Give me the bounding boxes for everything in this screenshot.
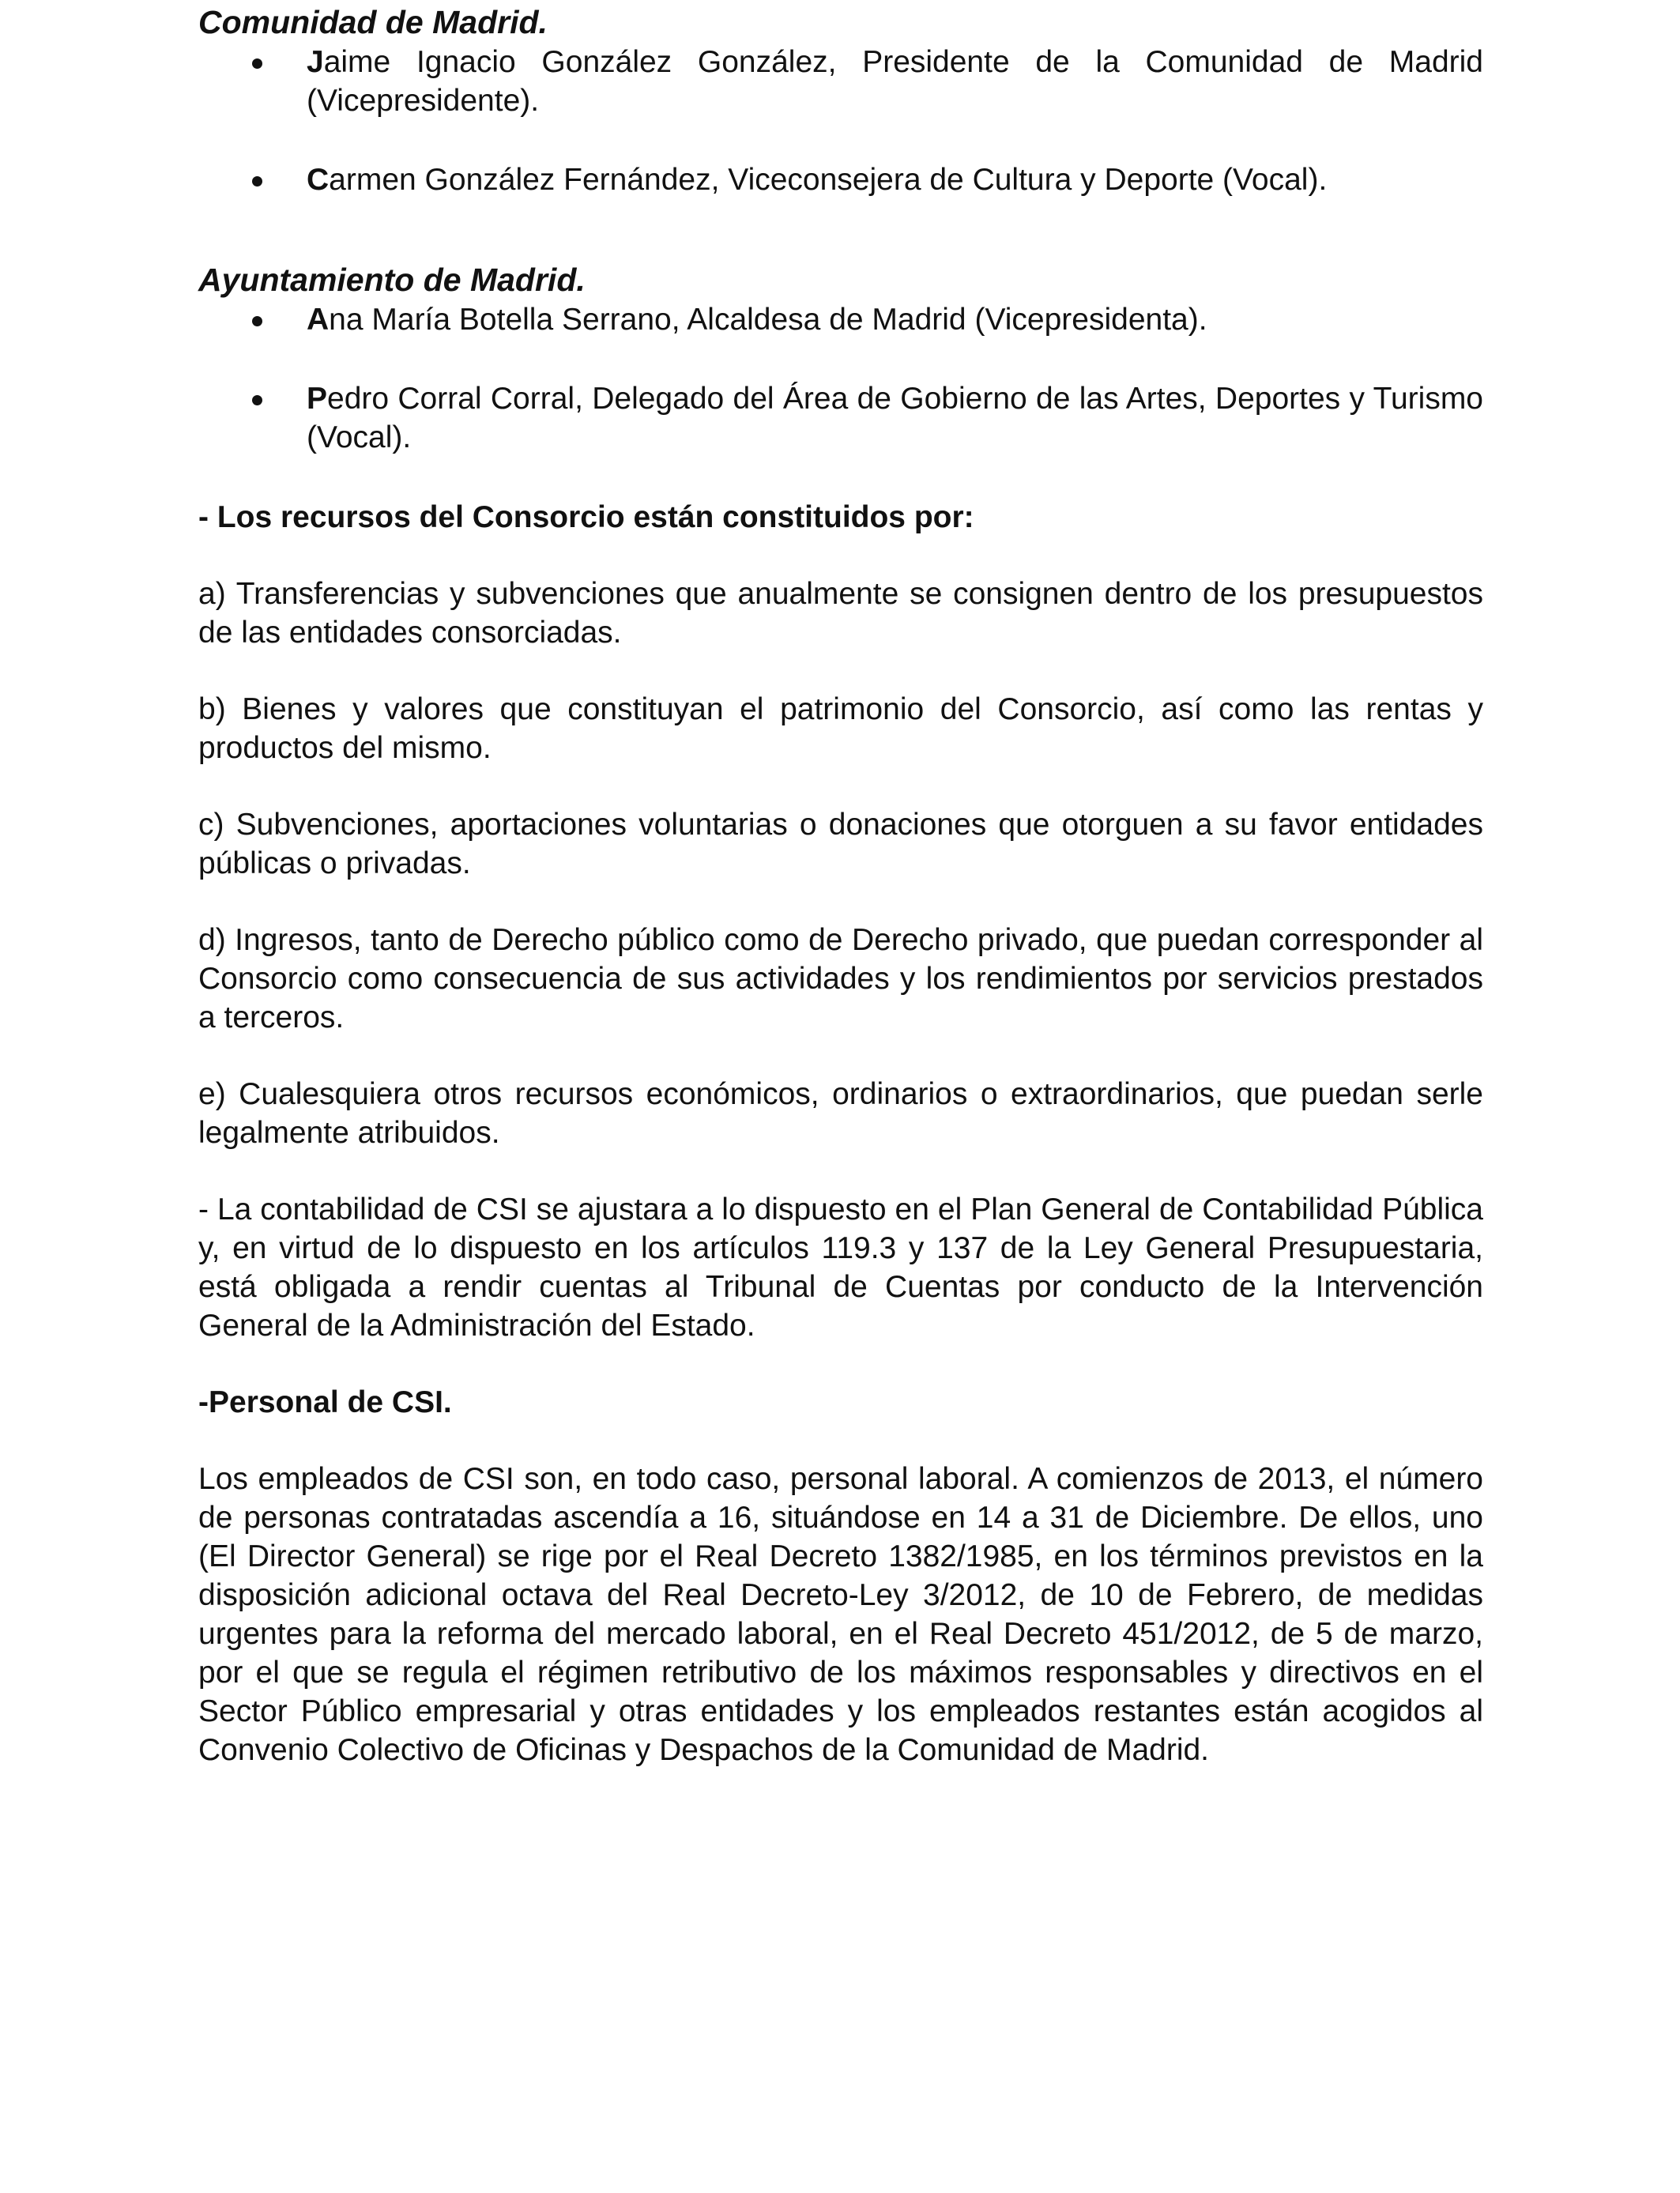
bullet-icon xyxy=(252,176,262,187)
contabilidad-paragraph: - La contabilidad de CSI se ajustara a lo dispuesto en el Plan General de Contabilidad Pública y, en virtud de lo dispuesto en los artículos 119.3 y 137 de la Ley General Presupuestaria, está obligada a rendir cuentas al Tribunal de Cuentas por conducto de la Intervención General de la Administración del Estado. xyxy=(198,1193,1483,1343)
recurso-item-a: a) Transferencias y subvenciones que anualmente se consignen dentro de los presupuestos de las entidades consorciadas. xyxy=(198,577,1483,650)
bullet-icon xyxy=(252,58,262,69)
member-initial: J xyxy=(307,45,324,79)
member-text: armen González Fernández, Viceconsejera de Cultura y Deporte (Vocal). xyxy=(329,163,1328,197)
member-initial: C xyxy=(307,163,330,197)
bullet-icon xyxy=(252,316,262,326)
bullet-icon xyxy=(252,395,262,405)
member-text: edro Corral Corral, Delegado del Área de Gobierno de las Artes, Deportes y Turismo (Vocal). xyxy=(307,382,1483,454)
list-item xyxy=(198,43,1483,120)
personal-paragraph: Los empleados de CSI son, en todo caso, personal laboral. A comienzos de 2013, el número de personas contratadas ascendía a 16, situándose en 14 a 31 de Diciembre. De ellos, uno (El Director General) se rige por el Real Decreto 1382/1985, en los términos previstos en la disposición adicional octava del Real Decreto-Ley 3/2012, de 10 de Febrero, de medidas urgentes para la reforma del mercado laboral, en el Real Decreto 451/2012, de 5 de marzo, por el que se regula el régimen retributivo de los máximos responsables y directivos en el Sector Público empresarial y otras entidades y los empleados restantes están acogidos al Convenio Colectivo de Oficinas y Despachos de la Comunidad de Madrid. xyxy=(198,1462,1483,1767)
heading-comunidad: Comunidad de Madrid. xyxy=(198,4,548,40)
recurso-item-b: b) Bienes y valores que constituyan el patrimonio del Consorcio, así como las rentas y productos del mismo. xyxy=(198,692,1483,765)
list-item xyxy=(198,300,1483,339)
heading-recursos: - Los recursos del Consorcio están constituidos por: xyxy=(198,500,974,534)
member-initial: A xyxy=(307,303,330,337)
document-page xyxy=(198,0,1483,1769)
heading-ayuntamiento: Ayuntamiento de Madrid. xyxy=(198,262,586,298)
list-item xyxy=(198,160,1483,199)
list-comunidad-members xyxy=(198,43,1483,199)
member-text: na María Botella Serrano, Alcaldesa de Madrid (Vicepresidenta). xyxy=(329,303,1207,337)
member-text: aime Ignacio González González, Presidente de la Comunidad de Madrid (Vicepresidente). xyxy=(307,45,1483,118)
list-ayuntamiento-members xyxy=(198,300,1483,457)
member-initial: P xyxy=(307,382,328,416)
heading-personal: -Personal de CSI. xyxy=(198,1385,452,1419)
list-item xyxy=(198,379,1483,457)
recurso-item-c: c) Subvenciones, aportaciones voluntarias o donaciones que otorguen a su favor entidades públicas o privadas. xyxy=(198,808,1483,880)
recurso-item-e: e) Cualesquiera otros recursos económicos, ordinarios o extraordinarios, que puedan serle legalmente atribuidos. xyxy=(198,1077,1483,1150)
recurso-item-d: d) Ingresos, tanto de Derecho público como de Derecho privado, que puedan corresponder al Consorcio como consecuencia de sus actividades y los rendimientos por servicios prestados a terceros. xyxy=(198,923,1483,1034)
